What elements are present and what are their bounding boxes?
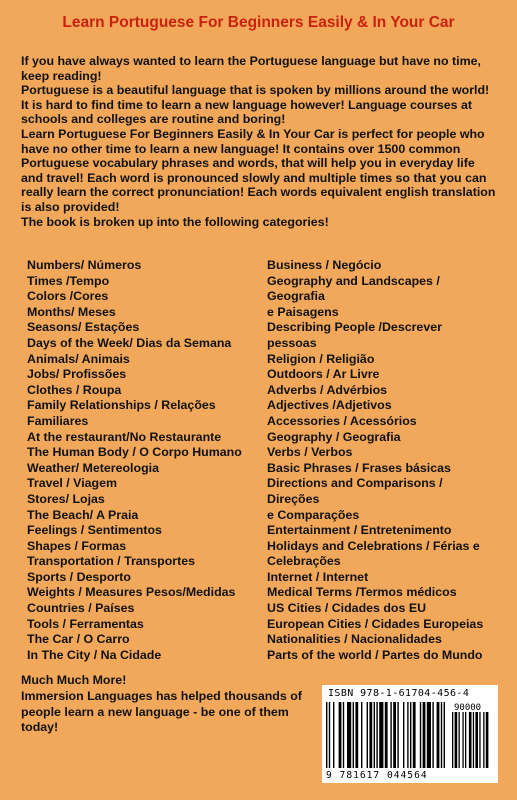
category-item: In The City / Na Cidade	[27, 647, 162, 662]
barcode-bar	[339, 702, 342, 768]
barcode-bar	[385, 702, 388, 768]
barcode-bar	[333, 702, 334, 768]
ean-number: 9 781617 044564	[326, 770, 428, 781]
barcode-addon-bar	[462, 712, 463, 768]
barcode-bar	[397, 702, 398, 768]
category-item: Numbers/ Números	[27, 258, 142, 272]
category-item: Seasons/ Estações	[27, 320, 140, 335]
category-item: Geography and Landscapes /	[267, 273, 440, 288]
barcode-bar	[343, 702, 344, 768]
barcode-bar	[393, 702, 396, 768]
category-item: Transportation / Transportes	[27, 554, 195, 569]
category-item: Sports / Desporto	[27, 569, 131, 584]
barcode-bar	[403, 702, 404, 768]
category-item: US Cities / Cidades dos EU	[267, 601, 427, 616]
category-item: Months/ Meses	[27, 304, 116, 319]
barcode-bar	[353, 702, 354, 768]
categories-left-column	[27, 258, 263, 663]
category-item: Medical Terms /Termos médicos	[267, 585, 457, 600]
category-item: Family Relationships / Relações	[27, 398, 216, 413]
category-item: Religion / Religião	[267, 351, 375, 366]
barcode-addon-bar	[483, 712, 484, 768]
category-item: Nationalities / Nacionalidades	[267, 632, 442, 647]
cover-title: Learn Portuguese For Beginners Easily & In Your Car	[62, 14, 455, 31]
barcode-bar	[420, 702, 421, 768]
category-item: Accessories / Acessórios	[267, 413, 417, 428]
category-item: Parts of the world / Partes do Mundo	[267, 647, 483, 662]
category-item: Shapes / Formas	[27, 538, 127, 553]
category-item: Directions and Comparisons /	[267, 476, 443, 491]
category-item: Jobs/ Profissões	[27, 367, 127, 382]
category-item: Geography / Geografia	[267, 429, 401, 444]
intro-paragraph: Portuguese is a beautiful language that is spoken by millions around the world!	[21, 83, 490, 98]
category-item: Countries / Países	[27, 601, 135, 616]
intro-paragraph: It is hard to find time to learn a new language however! Language courses at schools and colleges are routine and boring!	[21, 97, 472, 127]
category-item: At the restaurant/No Restaurante	[27, 429, 222, 444]
category-item: Feelings / Sentimentos	[27, 523, 162, 538]
intro-text	[21, 54, 499, 229]
outro-paragraph: Much Much More!	[21, 673, 127, 687]
category-item: Travel / Viagem	[27, 476, 118, 491]
category-item: Geografia	[267, 289, 325, 304]
barcode-bar	[326, 702, 327, 768]
barcode-addon-bar	[479, 712, 480, 768]
category-item: European Cities / Cidades Europeias	[267, 616, 484, 631]
category-item: Clothes / Roupa	[27, 382, 122, 397]
barcode-bar	[379, 702, 383, 768]
barcode-bar	[347, 702, 351, 768]
barcode-bar	[407, 702, 408, 768]
barcode-bar	[329, 702, 330, 768]
barcode-bar	[374, 702, 375, 768]
category-item: Familiares	[27, 413, 89, 428]
category-item: Holidays and Celebrations / Férias e	[267, 538, 480, 553]
barcode-bar	[432, 702, 433, 768]
barcode-bar	[441, 702, 442, 768]
category-item: Outdoors / Ar Livre	[267, 367, 380, 382]
barcode-bar	[361, 702, 362, 768]
category-item: Basic Phrases / Frases básicas	[267, 460, 451, 475]
barcode-bar	[437, 702, 440, 768]
category-item: Stores/ Lojas	[27, 491, 105, 506]
category-item: Internet / Internet	[267, 569, 369, 584]
barcode-addon-bar	[459, 712, 460, 768]
category-item: Celebrações	[267, 554, 341, 569]
category-item: e Paisagens	[267, 304, 339, 319]
barcode-bar	[390, 702, 391, 768]
category-item: Weather/ Metereologia	[27, 460, 159, 475]
barcode-bar	[444, 702, 445, 768]
category-item: The Car / O Carro	[27, 632, 130, 647]
barcode-addon-bar	[473, 712, 474, 768]
barcode-bar	[413, 702, 416, 768]
barcode-bar	[355, 702, 358, 768]
barcode-bars	[326, 702, 494, 770]
categories-right-column	[267, 258, 507, 663]
barcode-bar	[410, 702, 411, 768]
category-item: The Beach/ A Praia	[27, 507, 139, 522]
intro-paragraph: The book is broken up into the following categories!	[21, 214, 329, 229]
barcode-addon-bar	[465, 712, 466, 768]
barcode-addon-number: 90000	[454, 703, 482, 713]
category-item: Adjectives /Adjetivos	[267, 398, 392, 413]
barcode-bar	[427, 702, 431, 768]
barcode-bar	[376, 702, 377, 768]
barcode-addon-bar	[455, 712, 458, 768]
category-item: Weights / Measures Pesos/Medidas	[27, 585, 236, 600]
outro-text	[21, 673, 311, 736]
category-item: Colors /Cores	[27, 289, 109, 304]
category-item: Days of the Week/ Dias da Semana	[27, 335, 232, 350]
category-item: Entertainment / Entretenimento	[267, 523, 452, 538]
barcode-bar	[423, 702, 426, 768]
category-item: Verbs / Verbos	[267, 445, 353, 460]
category-item: Describing People /Descrever	[267, 320, 442, 335]
barcode-bar	[367, 702, 368, 768]
barcode-bar	[369, 702, 372, 768]
category-item: Direções	[267, 491, 320, 506]
barcode-addon-bar	[469, 712, 472, 768]
category-item: The Human Body / O Corpo Humano	[27, 445, 242, 460]
isbn-label: ISBN 978-1-61704-456-4	[328, 688, 470, 699]
barcode-addon-bar	[475, 712, 478, 768]
category-item: Times /Tempo	[27, 273, 110, 288]
intro-paragraph: If you have always wanted to learn the Portuguese language but have no time, keep reading!	[21, 54, 481, 83]
barcode-addon-bar	[486, 712, 489, 768]
category-item: Adverbs / Advérbios	[267, 382, 388, 397]
category-item: Tools / Ferramentas	[27, 616, 144, 631]
intro-paragraph: Learn Portuguese For Beginners Easily & In Your Car is perfect for people who have no other time to learn a new language! It contains over 1500 common Portuguese vocabulary phrases and words, that will help you in everyday life and travel! Each word is pronounced slowly and multiple times so that you can really learn the correct pronunciation! Each words equivalent english translation is also provided!	[21, 126, 496, 214]
barcode-addon-bar	[452, 712, 453, 768]
outro-paragraph: Immersion Languages has helped thousands of people learn a new language - be one of them today!	[21, 688, 302, 735]
category-item: e Comparações	[267, 507, 360, 522]
category-item: Business / Negócio	[267, 258, 382, 272]
category-item: pessoas	[267, 335, 317, 350]
category-item: Animals/ Animais	[27, 351, 130, 366]
barcode	[322, 685, 498, 783]
